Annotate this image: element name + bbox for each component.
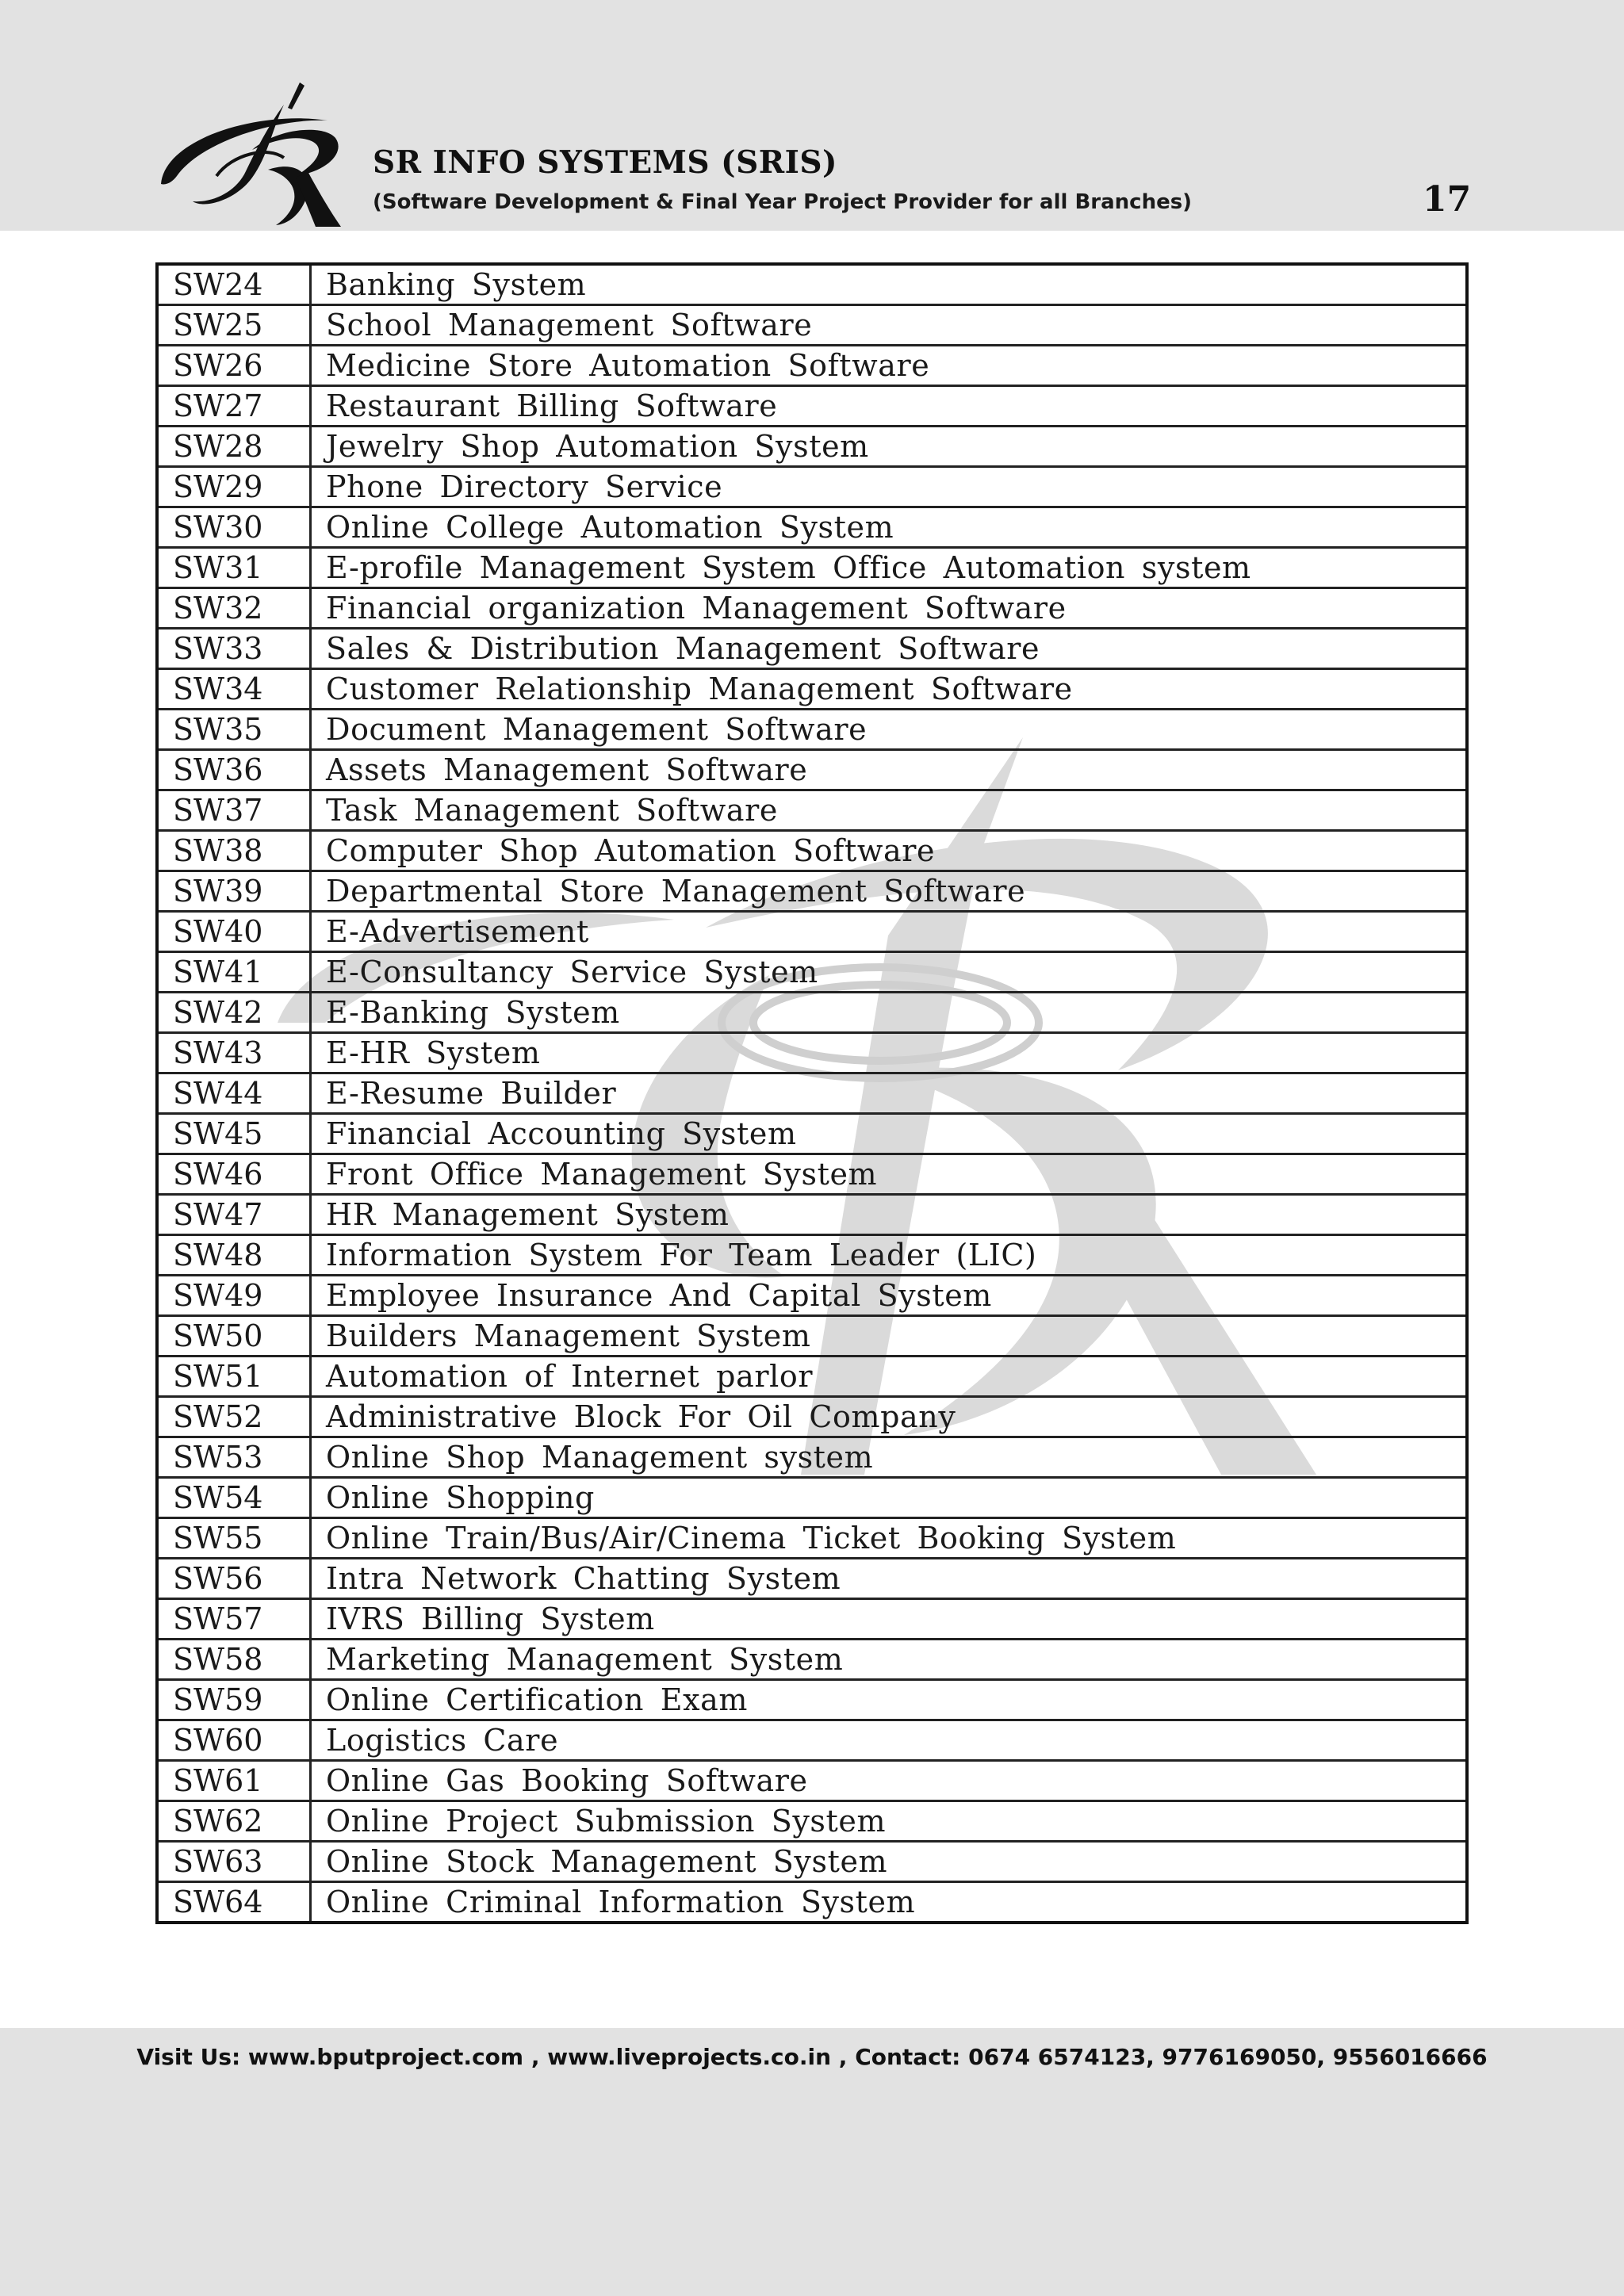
table-row	[157, 871, 1467, 912]
page-number: 17	[1423, 179, 1472, 220]
project-code: SW32	[157, 588, 311, 629]
project-code: SW31	[157, 548, 311, 588]
table-row	[157, 710, 1467, 750]
project-code: SW59	[157, 1680, 311, 1720]
project-code: SW38	[157, 831, 311, 871]
table-row	[157, 1235, 1467, 1276]
project-code: SW50	[157, 1316, 311, 1357]
company-name: SR INFO SYSTEMS (SRIS)	[373, 144, 838, 181]
project-code: SW57	[157, 1599, 311, 1640]
project-title: Online College Automation System	[311, 507, 1468, 548]
project-title: Marketing Management System	[311, 1640, 1468, 1680]
project-code: SW55	[157, 1518, 311, 1559]
table-row	[157, 1397, 1467, 1437]
project-title: Intra Network Chatting System	[311, 1559, 1468, 1599]
project-code: SW37	[157, 790, 311, 831]
project-code: SW39	[157, 871, 311, 912]
project-code: SW26	[157, 346, 311, 386]
project-code: SW45	[157, 1114, 311, 1154]
table-row	[157, 1437, 1467, 1478]
project-code: SW35	[157, 710, 311, 750]
project-title: Jewelry Shop Automation System	[311, 427, 1468, 467]
table-row	[157, 1073, 1467, 1114]
table-row	[157, 1195, 1467, 1235]
project-list-table	[155, 262, 1469, 1924]
project-code: SW29	[157, 467, 311, 507]
project-title: Financial Accounting System	[311, 1114, 1468, 1154]
project-code: SW42	[157, 993, 311, 1033]
project-code: SW60	[157, 1720, 311, 1761]
project-title: Computer Shop Automation Software	[311, 831, 1468, 871]
project-title: Task Management Software	[311, 790, 1468, 831]
project-title: Phone Directory Service	[311, 467, 1468, 507]
table-row	[157, 427, 1467, 467]
project-code: SW41	[157, 952, 311, 993]
project-title: Online Certification Exam	[311, 1680, 1468, 1720]
project-code: SW63	[157, 1842, 311, 1882]
project-code: SW52	[157, 1397, 311, 1437]
project-title: Financial organization Management Software	[311, 588, 1468, 629]
project-title: Automation of Internet parlor	[311, 1357, 1468, 1397]
project-code: SW34	[157, 669, 311, 710]
table-row	[157, 993, 1467, 1033]
project-title: Administrative Block For Oil Company	[311, 1397, 1468, 1437]
table-row	[157, 1680, 1467, 1720]
project-title: Sales & Distribution Management Software	[311, 629, 1468, 669]
table-row	[157, 1720, 1467, 1761]
project-title: School Management Software	[311, 305, 1468, 346]
project-title: Logistics Care	[311, 1720, 1468, 1761]
project-title: IVRS Billing System	[311, 1599, 1468, 1640]
project-code: SW40	[157, 912, 311, 952]
project-title: Online Criminal Information System	[311, 1882, 1468, 1923]
table-row	[157, 952, 1467, 993]
project-code: SW48	[157, 1235, 311, 1276]
table-row	[157, 548, 1467, 588]
table-row	[157, 1114, 1467, 1154]
table-row	[157, 1882, 1467, 1923]
table-row	[157, 305, 1467, 346]
project-title: HR Management System	[311, 1195, 1468, 1235]
project-title: Online Gas Booking Software	[311, 1761, 1468, 1801]
project-code: SW58	[157, 1640, 311, 1680]
project-code: SW62	[157, 1801, 311, 1842]
project-code: SW25	[157, 305, 311, 346]
table-row	[157, 1357, 1467, 1397]
project-code: SW27	[157, 386, 311, 427]
table-row	[157, 346, 1467, 386]
project-title: Online Stock Management System	[311, 1842, 1468, 1882]
project-title: E-Consultancy Service System	[311, 952, 1468, 993]
table-row	[157, 912, 1467, 952]
table-row	[157, 1640, 1467, 1680]
project-title: Information System For Team Leader (LIC)	[311, 1235, 1468, 1276]
table-row	[157, 1518, 1467, 1559]
table-row	[157, 1559, 1467, 1599]
project-code: SW53	[157, 1437, 311, 1478]
project-title: Assets Management Software	[311, 750, 1468, 790]
project-code: SW61	[157, 1761, 311, 1801]
project-code: SW24	[157, 264, 311, 305]
company-logo	[157, 82, 359, 229]
table-row	[157, 264, 1467, 305]
table-row	[157, 1033, 1467, 1073]
project-title: Document Management Software	[311, 710, 1468, 750]
project-title: Online Shop Management system	[311, 1437, 1468, 1478]
project-code: SW44	[157, 1073, 311, 1114]
project-title: Online Shopping	[311, 1478, 1468, 1518]
project-title: Employee Insurance And Capital System	[311, 1276, 1468, 1316]
project-title: Online Train/Bus/Air/Cinema Ticket Booking System	[311, 1518, 1468, 1559]
table-row	[157, 831, 1467, 871]
table-row	[157, 1478, 1467, 1518]
project-code: SW46	[157, 1154, 311, 1195]
table-row	[157, 750, 1467, 790]
project-code: SW43	[157, 1033, 311, 1073]
table-row	[157, 1842, 1467, 1882]
project-code: SW36	[157, 750, 311, 790]
project-title: E-profile Management System Office Automation system	[311, 548, 1468, 588]
table-row	[157, 1154, 1467, 1195]
project-title: E-Banking System	[311, 993, 1468, 1033]
project-title: Restaurant Billing Software	[311, 386, 1468, 427]
table-row	[157, 588, 1467, 629]
project-code: SW28	[157, 427, 311, 467]
project-list-body	[157, 264, 1467, 1923]
table-row	[157, 386, 1467, 427]
table-row	[157, 1276, 1467, 1316]
project-code: SW54	[157, 1478, 311, 1518]
table-row	[157, 1316, 1467, 1357]
project-title: E-HR System	[311, 1033, 1468, 1073]
company-tagline: (Software Development & Final Year Project Provider for all Branches)	[373, 190, 1193, 214]
project-title: Builders Management System	[311, 1316, 1468, 1357]
project-code: SW64	[157, 1882, 311, 1923]
contact-line: Visit Us: www.bputproject.com , www.liveprojects.co.in , Contact: 0674 6574123, 9776169050, 9556016666	[136, 2044, 1488, 2070]
project-code: SW33	[157, 629, 311, 669]
table-row	[157, 1801, 1467, 1842]
project-title: Banking System	[311, 264, 1468, 305]
table-row	[157, 1599, 1467, 1640]
project-title: Customer Relationship Management Software	[311, 669, 1468, 710]
table-row	[157, 629, 1467, 669]
project-code: SW56	[157, 1559, 311, 1599]
table-row	[157, 1761, 1467, 1801]
project-code: SW51	[157, 1357, 311, 1397]
project-title: Front Office Management System	[311, 1154, 1468, 1195]
project-title: E-Resume Builder	[311, 1073, 1468, 1114]
project-code: SW30	[157, 507, 311, 548]
table-row	[157, 790, 1467, 831]
project-title: Medicine Store Automation Software	[311, 346, 1468, 386]
project-code: SW47	[157, 1195, 311, 1235]
table-row	[157, 669, 1467, 710]
table-row	[157, 467, 1467, 507]
project-title: Online Project Submission System	[311, 1801, 1468, 1842]
project-title: E-Advertisement	[311, 912, 1468, 952]
table-row	[157, 507, 1467, 548]
project-title: Departmental Store Management Software	[311, 871, 1468, 912]
project-code: SW49	[157, 1276, 311, 1316]
